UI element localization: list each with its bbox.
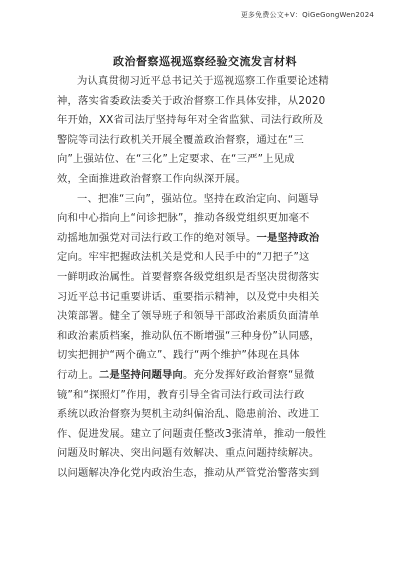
text-line: 定向。牢牢把握政法机关是党和人民手中的“刀把子”这: [57, 251, 310, 264]
text-line: 为认真贯彻习近平总书记关于巡视巡察工作重要论述精: [77, 75, 329, 87]
text-line: 和政治素质档案，推动队伍不断增强“三种身份”认同感，: [57, 329, 320, 342]
text-line: 向”上强站位、在“三化”上定要求、在“三严”上见成: [57, 153, 295, 166]
text-line: 作、促进发展。建立了问题责任整改3张清单，推动一般性: [57, 427, 327, 440]
text-line: 以问题解决净化党内政治生态，推动从严管党治警落实到: [57, 466, 320, 479]
text-line: 效，全面推进政治督察工作向纵深开展。: [57, 172, 246, 185]
document-body: [57, 72, 357, 483]
text-line: 向和中心指向上“问诊把脉”，推动各级党组织更加毫不: [57, 212, 310, 225]
text-line: 动摇地加强党对司法行政工作的绝对领导。一是坚持政治: [57, 231, 320, 244]
text-line: 问题及时解决、突出问题有效解决、重点问题持续解决。: [57, 447, 320, 460]
text-line: 镜”和“探照灯”作用，教育引导全省司法行政司法行政: [57, 388, 305, 401]
text-line: 系统以政治督察为契机主动纠偏治乱、隐患前治、改进工: [57, 408, 320, 421]
text-line: 切实把拥护“两个确立”、践行“两个维护”体现在具体: [57, 349, 300, 362]
text-line: 习近平总书记重要讲话、重要指示精神，以及党中央相关: [57, 290, 320, 303]
text-line: 一、把准“三向”，强站位。坚持在政治定向、问题导: [77, 192, 319, 205]
text-line: 一鲜明政治属性。首要督察各级党组织是否坚决贯彻落实: [57, 270, 320, 283]
text-line: 神，落实省委政法委关于政治督察工作具体安排，从2020: [57, 94, 326, 107]
document-title: 政治督察巡视巡察经验交流发言材料: [113, 55, 297, 68]
text-line: 行动上。二是坚持问题导向。充分发挥好政治督察“显微: [57, 368, 315, 381]
text-line: 警院等司法行政机关开展全覆盖政治督察，通过在“三: [57, 133, 304, 146]
text-line: 决策部署。健全了领导班子和领导干部政治素质负面清单: [57, 310, 320, 323]
text-line: 年开始，XX省司法厅坚持每年对全省监狱、司法行政所及: [57, 114, 324, 127]
header-note: 更多免费公文+V：QiGeGongWen2024: [240, 11, 374, 19]
